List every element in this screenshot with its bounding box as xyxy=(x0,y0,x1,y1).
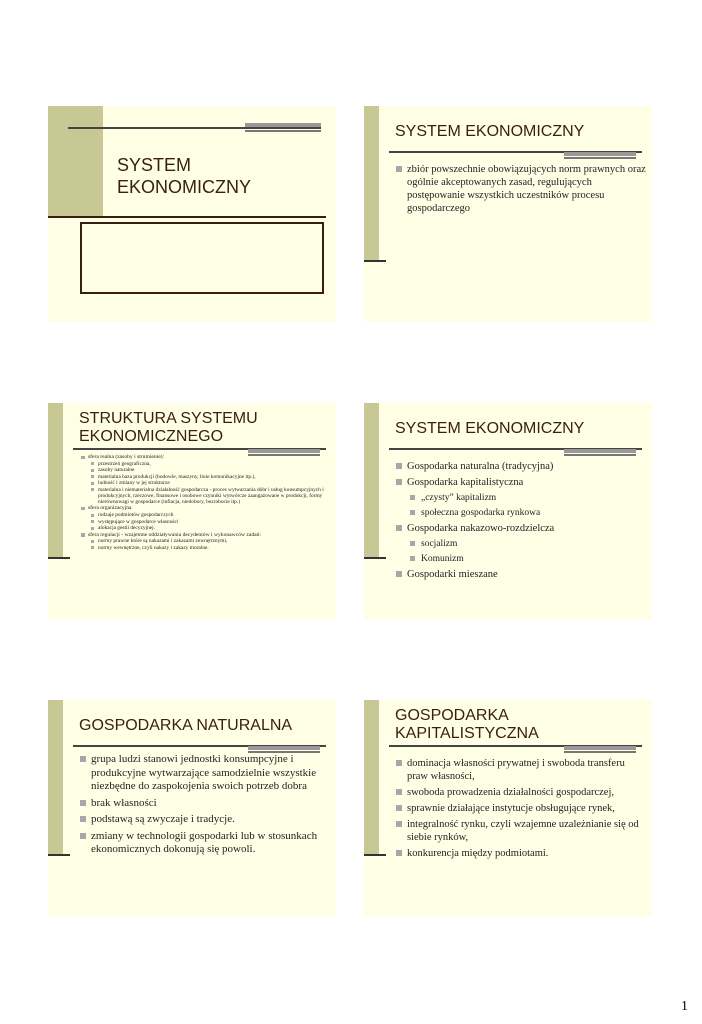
title-sidebar-block xyxy=(48,106,103,216)
decorative-bar xyxy=(564,152,636,156)
slide-3 xyxy=(48,403,336,619)
sidebar-line xyxy=(364,260,386,262)
slide-sidebar xyxy=(48,700,63,854)
decorative-bar xyxy=(564,449,636,453)
sub-bullet-item: „czysty” kapitalizm xyxy=(409,492,647,504)
slide-title: GOSPODARKA NATURALNA xyxy=(79,717,293,734)
bullet-item: sprawnie działające instytucje obsługujące rynek, xyxy=(395,802,647,815)
slide-title: SYSTEM EKONOMICZNY xyxy=(395,420,585,437)
slide-content xyxy=(395,163,647,218)
slide-2 xyxy=(364,106,652,322)
sidebar-line xyxy=(48,854,70,856)
slide-title: SYSTEM EKONOMICZNY xyxy=(395,123,585,140)
sidebar-line xyxy=(48,557,70,559)
decorative-bar xyxy=(564,746,636,750)
page-number: 1 xyxy=(681,999,688,1014)
decorative-bar xyxy=(245,130,321,132)
bullet-item: zmiany w technologii gospodarki lub w stosunkach ekonomicznych dokonują się powoli. xyxy=(79,830,331,857)
bullet-item: integralność rynku, czyli wzajemne uzależnianie się od siebie rynków, xyxy=(395,818,647,844)
sub-bullet-item: występujące w gospodarce własności xyxy=(90,519,332,525)
slide-title: SYSTEM EKONOMICZNY xyxy=(117,155,252,197)
bullet-item: sfera regulacji - wzajemne oddziaływania decydentów i wykonawców zadań: xyxy=(80,532,332,538)
sub-bullet-item: ludność i zmiany w jej strukturze xyxy=(90,480,332,486)
bullet-item: Gospodarka kapitalistyczna xyxy=(395,476,647,489)
decorative-bar xyxy=(248,449,320,453)
bullet-item: Gospodarki mieszane xyxy=(395,568,647,581)
bullet-item: konkurencja między podmiotami. xyxy=(395,847,647,860)
decorative-bar xyxy=(248,746,320,750)
bullet-item: swoboda prowadzenia działalności gospodarczej, xyxy=(395,786,647,799)
sub-bullet-item: przestrzeń geograficzna, xyxy=(90,461,332,467)
decorative-bar xyxy=(564,751,636,753)
sub-bullet-item: socjalizm xyxy=(409,538,647,550)
slide-1-title xyxy=(48,106,336,322)
sub-bullet-item: zasoby naturalne xyxy=(90,467,332,473)
decorative-bar xyxy=(564,157,636,159)
subtitle-box xyxy=(80,222,324,294)
bullet-item: sfera realna (zasoby i strumienie): xyxy=(80,454,332,460)
sidebar-line xyxy=(364,854,386,856)
sub-bullet-item: materialna i niematerialna działalność gospodarcza - proces wytwarzania dóbr i usług konsumpcyjnych i produkcyjnych, rzeczowe, finansowe i osobowe czynniki wytwórcze zaangażowane w produkcji, formy nierównowagi w gospodarce (inflacja, niedobory, bezrobocie itp.) xyxy=(90,487,332,505)
slide-title: GOSPODARKA KAPITALISTYCZNA xyxy=(395,707,539,742)
slide-sidebar xyxy=(48,403,63,557)
sub-bullet-item: normy wewnętrzne, czyli nakazy i zakazy moralne. xyxy=(90,545,332,551)
sub-bullet-item: Komunizm xyxy=(409,553,647,565)
divider xyxy=(48,216,326,218)
slide-title: STRUKTURA SYSTEMU EKONOMICZNEGO xyxy=(79,410,258,445)
slide-5 xyxy=(48,700,336,916)
decorative-bar xyxy=(564,454,636,456)
sub-bullet-item: społeczna gospodarka rynkowa xyxy=(409,507,647,519)
bullet-item: podstawą są zwyczaje i tradycje. xyxy=(79,813,331,827)
slide-content xyxy=(395,757,647,863)
sub-bullet-item: rodzaje podmiotów gospodarczych xyxy=(90,512,332,518)
bullet-item: dominacja własności prywatnej i swoboda transferu praw własności, xyxy=(395,757,647,783)
bullet-item: Gospodarka naturalna (tradycyjna) xyxy=(395,460,647,473)
slide-sidebar xyxy=(364,403,379,557)
sidebar-line xyxy=(364,557,386,559)
bullet-item: grupa ludzi stanowi jednostki konsumpcyjne i produkcyjne wytwarzające samodzielnie wszystkie niezbędne do zaspokojenia swoich potrzeb dobra xyxy=(79,753,331,794)
bullet-item: Gospodarka nakazowo-rozdzielcza xyxy=(395,522,647,535)
sub-bullet-item: alokacja gestii decyzyjnej. xyxy=(90,525,332,531)
slide-sidebar xyxy=(364,700,379,854)
bullet-item: sfera organizacyjna xyxy=(80,505,332,511)
sub-bullet-item: normy prawne które są nakazami i zakazami zewnętrznymi, xyxy=(90,538,332,544)
bullet-item: zbiór powszechnie obowiązujących norm prawnych oraz ogólnie akceptowanych zasad, regulujących postępowanie wszystkich uczestników procesu gospodarczego xyxy=(395,163,647,215)
sub-bullet-item: materialna baza produkcji (budowle, maszyny, linie komunikacyjne itp.), xyxy=(90,474,332,480)
decorative-line xyxy=(68,127,321,129)
slide-content xyxy=(79,753,331,860)
bullet-item: brak własności xyxy=(79,797,331,811)
slide-6 xyxy=(364,700,652,916)
slide-4 xyxy=(364,403,652,619)
slide-content xyxy=(80,454,332,551)
slide-sidebar xyxy=(364,106,379,260)
slide-content xyxy=(395,460,647,584)
